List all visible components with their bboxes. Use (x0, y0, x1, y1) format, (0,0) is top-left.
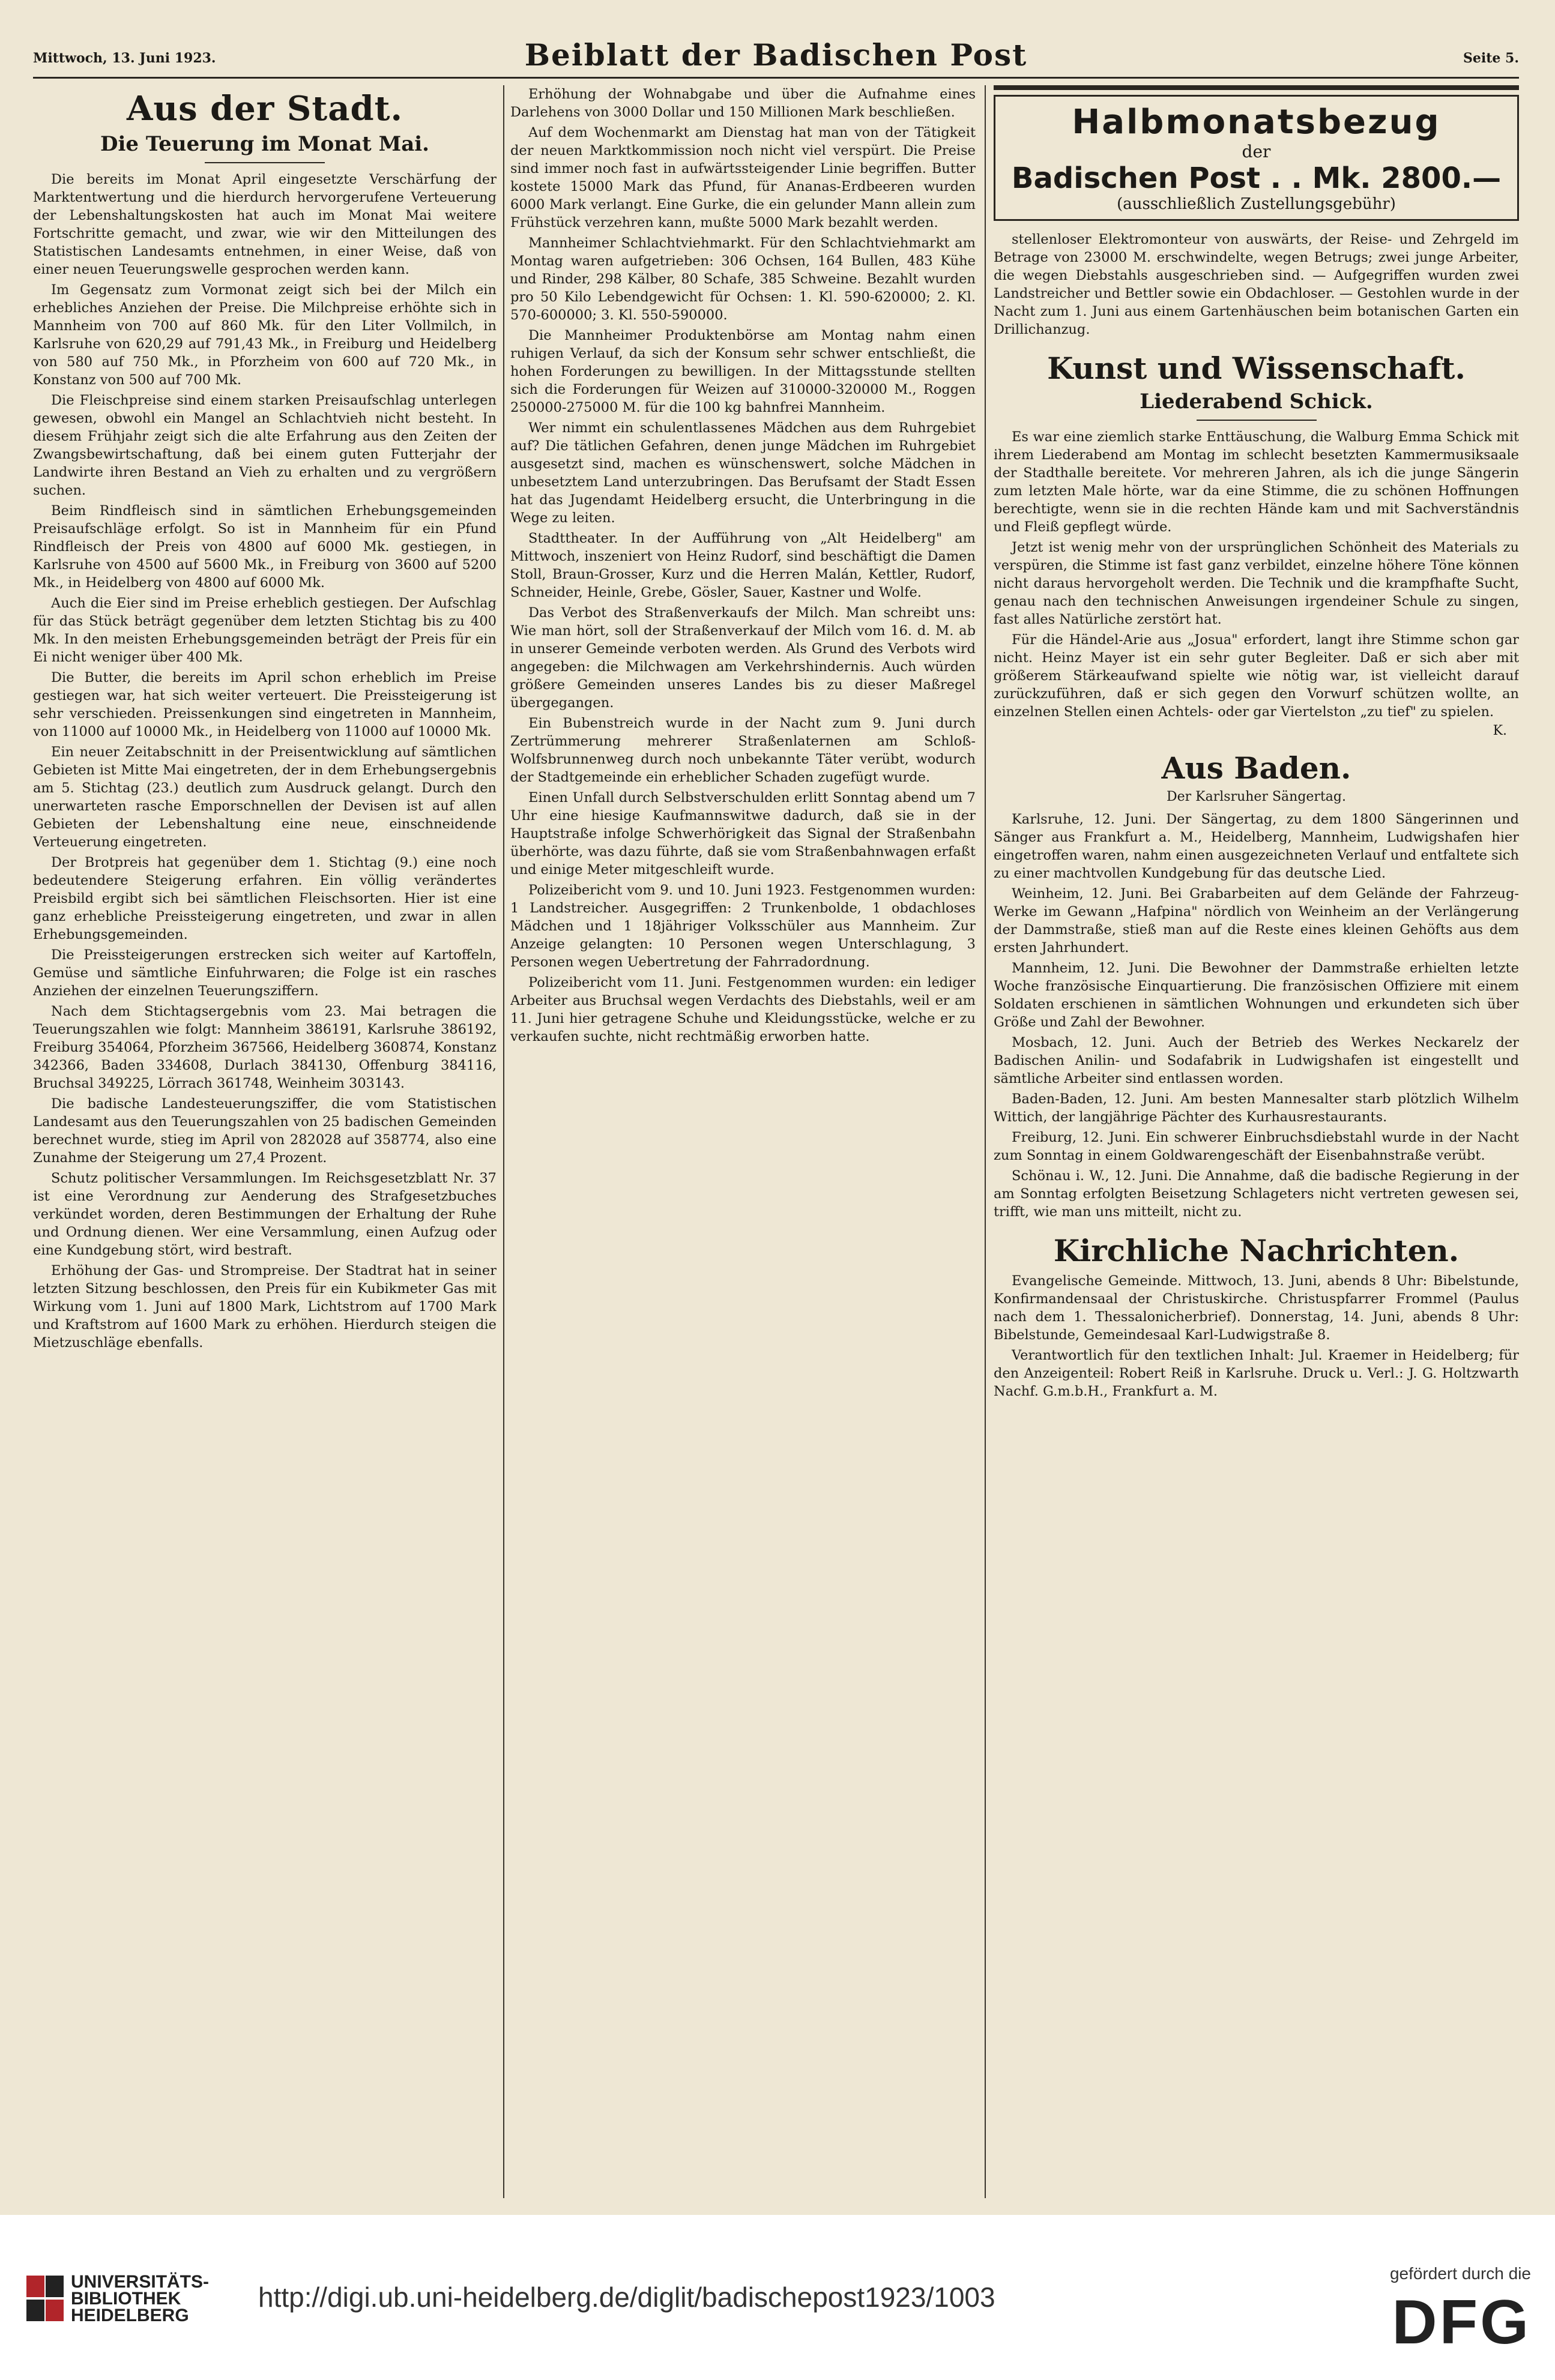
subscription-ad (994, 95, 1519, 221)
ad-rule (994, 85, 1519, 90)
article-paragraph: Die Preissteigerungen erstrecken sich weiter auf Kartoffeln, Gemüse und sämtliche Einfuhrwaren; die Folge ist ein rasches Anziehen der einzelnen Teuerungsziffern. (33, 947, 497, 999)
article-paragraph: Mannheim, 12. Juni. Die Bewohner der Dammstraße erhielten letzte Woche französische Einquartierung. Die französischen Offiziere mit einem Soldaten erschienen in sämtlichen Wohnungen und erkundeten sich über Größe und Zahl der Bewohner. (994, 960, 1519, 1030)
article-paragraph: Stadttheater. In der Aufführung von „Alt Heidelberg" am Mittwoch, inszeniert von Heinz Rudorf, sind beschäftigt die Damen Stoll, Braun-Grosser, Kurz und die Herren Malán, Kettler, Rudorf, Schneider, Heinle, Grebe, Gösler, Sauer, Kastner und Wolfe. (510, 531, 976, 600)
article-paragraph: Polizeibericht vom 11. Juni. Festgenommen wurden: ein lediger Arbeiter aus Bruchsal wegen Verdachts des Diebstahls, weil er am 11. Juni hier getragene Schuhe und Kleidungsstücke, welche er zu verkaufen suchte, nicht rechtmäßig erworben hatte. (510, 975, 976, 1044)
article-paragraph: Nach dem Stichtagsergebnis vom 23. Mai betragen die Teuerungszahlen wie folgt: Mannheim 386191, Karlsruhe 386192, Freiburg 354064, Pforzheim 367566, Heidelberg 360874, Konstanz 342366, Baden 334608, Durlach 384130, Offenburg 384116, Bruchsal 349225, Lörrach 361748, Weinheim 303143. (33, 1004, 497, 1091)
library-name: UNIVERSITÄTS- BIBLIOTHEK HEIDELBERG (71, 2272, 210, 2325)
article-paragraph: Ein Bubenstreich wurde in der Nacht zum 9. Juni durch Zertrümmerung mehrerer Straßenlaternen am Schloß-Wolfsbrunnenweg durch noch unbekannte Täter verübt, wodurch der Stadtgemeinde ein erheblicher Schaden zugefügt wurde. (510, 716, 976, 785)
column-3 (994, 85, 1519, 2198)
article-paragraph: Baden-Baden, 12. Juni. Am besten Mannesalter starb plötzlich Wilhelm Wittich, der langjährige Pächter des Kurhausrestaurants. (994, 1091, 1519, 1125)
article-paragraph: Beim Rindfleisch sind in sämtlichen Erhebungsgemeinden Preisaufschläge erfolgt. So ist in Mannheim für ein Pfund Rindfleisch der Preis von 4800 auf 6000 Mk. gestiegen, in Karlsruhe von 4500 auf 5600 Mk., in Freiburg von 3600 auf 5200 Mk., in Heidelberg von 4800 auf 6000 Mk. (33, 503, 497, 591)
article-paragraph: Die Fleischpreise sind einem starken Preisaufschlag unterlegen gewesen, obwohl ein Mangel an Schlachtvieh nicht besteht. In diesem Frühjahr zeigt sich die alte Erfahrung aus den Zeiten der Zwangsbewirtschaftung, daß bei einem guten Futterjahr der Landwirte ihren Bestand an Vieh zu erhalten und zu vergrößern suchen. (33, 393, 497, 498)
article-paragraph: Auch die Eier sind im Preise erheblich gestiegen. Der Aufschlag für das Stück beträgt gegenüber dem letzten Stichtag bis zu 400 Mk. In den meisten Erhebungsgemeinden beträgt der Preis für ein Ei nicht weniger über 400 Mk. (33, 595, 497, 665)
article-title: Liederabend Schick. (1140, 390, 1373, 414)
article-paragraph: Die Butter, die bereits im April schon erheblich im Preise gestiegen war, hat sich weiter verteuert. Die Preissteigerung ist sehr verschieden. Preissenkungen sind eingetreten in Mannheim, von 11000 auf 10000 Mk., in Heidelberg von 11000 auf 10000 Mk. (33, 670, 497, 740)
article-paragraph: Im Gegensatz zum Vormonat zeigt sich bei der Milch ein erhebliches Anziehen der Preise. Die Milchpreise erhöhte sich in Mannheim von 700 auf 860 Mk. für den Liter Vollmilch, in Karlsruhe von 620,29 auf 791,43 Mk., in Freiburg und Heidelberg von 580 auf 750 Mk., in Pforzheim von 600 auf 720 Mk., in Konstanz von 500 auf 700 Mk. (33, 282, 497, 388)
university-library-logo-icon (24, 2272, 66, 2325)
column-divider (985, 85, 986, 2198)
article-paragraph: Freiburg, 12. Juni. Ein schwerer Einbruchsdiebstahl wurde in der Nacht zum Sonntag in einem Goldwarengeschäft der Eisenbahnstraße verübt. (994, 1130, 1519, 1163)
digitization-footer (0, 2215, 1555, 2380)
column-divider (503, 85, 504, 2198)
article-title: Die Teuerung im Monat Mai. (100, 132, 429, 156)
header-rule (33, 77, 1519, 79)
column-2 (510, 85, 976, 2198)
section-title: Kunst und Wissenschaft. (1047, 351, 1466, 386)
issue-date: Mittwoch, 13. Juni 1923. (33, 50, 216, 66)
section-title: Aus der Stadt. (126, 89, 403, 128)
page-header (33, 37, 1519, 73)
article-paragraph: Evangelische Gemeinde. Mittwoch, 13. Juni, abends 8 Uhr: Bibelstunde, Konfirmandensaal der Christuskirche. Christuspfarrer Frommel (Paulus nach dem 1. Thessalonicherbrief). Donnerstag, 14. Juni, abends 8 Uhr: Bibelstunde, Gemeindesaal Karl-Ludwigstraße 8. (994, 1273, 1519, 1343)
article-paragraph: Schönau i. W., 12. Juni. Die Annahme, daß die badische Regierung in der am Sonntag erfolgten Beisetzung Schlageters nicht vertreten gewesen sei, trifft, wie man uns mitteilt, nicht zu. (994, 1168, 1519, 1220)
article-paragraph: Der Brotpreis hat gegenüber dem 1. Stichtag (9.) eine noch bedeutendere Steigerung erfahren. Ein völlig verändertes Preisbild ergibt sich bei sämtlichen Fleischsorten. Hier ist eine ganz erhebliche Preissteigerung eingetreten, und zwar in allen Erhebungsgemeinden. (33, 855, 497, 942)
title-rule (205, 162, 325, 163)
article-paragraph: Ein neuer Zeitabschnitt in der Preisentwicklung auf sämtlichen Gebieten ist Mitte Mai eingetreten, der in dem Erhebungsergebnis am 5. Stichtag (23.) deutlich zum Ausdruck gelangt. Durch den unerwarteten rasche Emporschnellen der Devisen ist auf allen Gebieten der Lebenshaltung eine neue, einschneidende Verteuerung eingetreten. (33, 744, 497, 850)
section-title: Kirchliche Nachrichten. (1053, 1233, 1460, 1268)
article-paragraph: Mosbach, 12. Juni. Auch der Betrieb des Werkes Neckarelz der Badischen Anilin- und Sodafabrik in Ludwigshafen ist eingestellt und sämtliche Arbeiter sind entlassen worden. (994, 1035, 1519, 1086)
article-paragraph: Auf dem Wochenmarkt am Dienstag hat man von der Tätigkeit der neuen Marktkommission noch nicht viel verspürt. Die Preise sind immer noch fast in aufwärtssteigender Linie begriffen. Butter kostete 15000 Mark das Pfund, für Ananas-Erdbeeren wurden 6000 Mark verlangt. Eine Gurke, die ein gelunder Mann allein zum Frühstück verzehren kann, mußte 5000 Mark bezahlt werden. (510, 125, 976, 230)
ad-price: Badischen Post . . Mk. 2800.— (1011, 161, 1502, 195)
article-paragraph: stellenloser Elektromonteur von auswärts, der Reise- und Zehrgeld im Betrage von 23000 M. erschwindelte, wegen Betrugs; zwei junge Arbeiter, die wegen Diebstahls ausgeschrieben sind. — Aufgegriffen wurden zwei Landstreicher und Bettler sowie ein Obdachloser. — Gestohlen wurde in der Nacht zum 1. Juni aus einem Gartenhäuschen beim botanischen Garten ein Drillichanzug. (994, 232, 1519, 337)
article-paragraph: Erhöhung der Gas- und Strompreise. Der Stadtrat hat in seiner letzten Sitzung beschlossen, den Preis für ein Kubikmeter Gas mit Wirkung vom 1. Juni auf 1800 Mark, Lichtstrom auf 1700 Mark und Kraftstrom auf 1600 Mark zu erhöhen. Hierdurch steigen die Mietzuschläge ebenfalls. (33, 1263, 497, 1351)
article-paragraph: Das Verbot des Straßenverkaufs der Milch. Man schreibt uns: Wie man hört, soll der Straßenverkauf der Milch vom 16. d. M. ab in unserer Gemeinde verboten werden. Als Grund des Verbots wird angegeben: die Milchwagen am Verkehrshindernis. Auch würden größere Gemeinden unseres Landes bis zu dieser Maßregel übergegangen. (510, 605, 976, 711)
section-title: Aus Baden. (1161, 750, 1351, 786)
article-paragraph: Schutz politischer Versammlungen. Im Reichsgesetzblatt Nr. 37 ist eine Verordnung zur Aenderung des Strafgesetzbuches verkündet worden, deren Bestimmungen der Erhaltung der Ruhe und Ordnung dienen. Wer eine Versammlung, einen Aufzug oder eine Kundgebung stört, wird bestraft. (33, 1170, 497, 1258)
source-url-link[interactable]: http://digi.ub.uni-heidelberg.de/diglit/badischepost1923/1003 (258, 2282, 995, 2313)
funded-by-label: gefördert durch die (1389, 2264, 1531, 2283)
article-paragraph: Die badische Landesteuerungsziffer, die vom Statistischen Landesamt aus den Teuerungszahlen von 25 badischen Gemeinden berechnet wurde, stieg im April von 282028 auf 358774, also eine Zunahme der Steigerung um 27,4 Prozent. (33, 1096, 497, 1166)
page-number: Seite 5. (1463, 50, 1519, 66)
article-paragraph: Es war eine ziemlich starke Enttäuschung, die Walburg Emma Schick mit ihrem Liederabend am Montag im schlecht besetzten Kammermusiksaale der Stadthalle bereitete. Vor mehreren Jahren, als ich die junge Sängerin zum letzten Male hörte, war da eine Stimme, die zu schönen Hoffnungen berechtigte, wenn sie in die rechten Hände kam und mit Sachverständnis und Fleiß gepflegt würde. (994, 429, 1519, 535)
title-rule (1197, 420, 1317, 421)
dfg-logo: DFG (1392, 2288, 1531, 2357)
article-paragraph: Für die Händel-Arie aus „Josua" erfordert, langt ihre Stimme schon gar nicht. Heinz Mayer ist ein sehr guter Begleiter. Daß er sich aber mit größerem Stärkeaufwand spielte wie nötig war, ist vielleicht darauf zurückzuführen, daß er sich gegen den Vorwurf schützen wollte, an einzelnen Stellen einen Achtels- oder gar Viertelston „zu tief" zu spielen. (994, 632, 1519, 720)
article-paragraph: Erhöhung der Wohnabgabe und über die Aufnahme eines Darlehens von 3000 Dollar und 150 Millionen Mark beschließen. (510, 86, 976, 120)
ad-der: der (1242, 142, 1271, 161)
author-signature: K. (1493, 723, 1507, 738)
article-paragraph: Mannheimer Schlachtviehmarkt. Für den Schlachtviehmarkt am Montag waren aufgetrieben: 306 Ochsen, 164 Bullen, 483 Kühe und Rinder, 298 Kälber, 80 Schafe, 385 Schweine. Bezahlt wurden pro 50 Kilo Lebendgewicht für Ochsen: 1. Kl. 590-620000; 2. Kl. 570-600000; 3. Kl. 550-590000. (510, 235, 976, 323)
section-subtitle: Der Karlsruher Sängertag. (1167, 789, 1346, 804)
masthead: Beiblatt der Badischen Post (524, 37, 1028, 73)
article-paragraph: Die Mannheimer Produktenbörse am Montag nahm einen ruhigen Verlauf, da sich der Konsum sehr schwer entschließt, die hohen Forderungen zu bewilligen. In der Mittagsstunde stellten sich die Forderungen für Weizen auf 310000-320000 M., Roggen 250000-275000 M. für die 100 kg bahnfrei Mannheim. (510, 328, 976, 415)
ad-note: (ausschließlich Zustellungsgebühr) (1117, 195, 1396, 213)
imprint: Verantwortlich für den textlichen Inhalt: Jul. Kraemer in Heidelberg; für den Anzeigenteil: Robert Reiß in Karlsruhe. Druck u. Verl.: J. G. Holtzwarth Nachf. G.m.b.H., Frankfurt a. M. (994, 1348, 1519, 1399)
article-paragraph: Weinheim, 12. Juni. Bei Grabarbeiten auf dem Gelände der Fahrzeug-Werke im Gewann „Hafpina" nördlich von Weinheim an der Verlängerung der Dammstraße, stieß man auf die Reste eines kleinen Gehöfts aus dem ersten Jahrhundert. (994, 886, 1519, 956)
article-paragraph: Polizeibericht vom 9. und 10. Juni 1923. Festgenommen wurden: 1 Landstreicher. Ausgegriffen: 2 Trunkenbolde, 1 obdachloses Mädchen und 1 18jähriger Volksschüler aus Mannheim. Zur Anzeige gelangten: 10 Personen wegen Unterschlagung, 3 Personen wegen Uebertretung der Fahrradordnung. (510, 882, 976, 970)
article-paragraph: Einen Unfall durch Selbstverschulden erlitt Sonntag abend um 7 Uhr eine hiesige Kaufmannswitwe dadurch, daß sie in der Hauptstraße infolge Schwerhörigkeit das Signal der Straßenbahn überhörte, was dazu führte, daß sie vom Straßenbahnwagen erfaßt und einige Meter mitgeschleift wurde. (510, 790, 976, 878)
column-1 (33, 85, 497, 2198)
article-paragraph: Karlsruhe, 12. Juni. Der Sängertag, zu dem 1800 Sängerinnen und Sänger aus Frankfurt a. M., Heidelberg, Mannheim, Ludwigshafen hier eingetroffen waren, nahm einen ausgezeichneten Verlauf und entfaltete sich zu einer machtvollen Kundgebung für das deutsche Lied. (994, 812, 1519, 881)
article-paragraph: Wer nimmt ein schulentlassenes Mädchen aus dem Ruhrgebiet auf? Die tätlichen Gefahren, denen junge Mädchen im Ruhrgebiet ausgesetzt sind, machen es wünschenswert, solche Mädchen in unbesetztem Land unterzubringen. Das Berufsamt der Stadt Essen hat das Jugendamt Heidelberg ersucht, die Unterbringung in die Wege zu leiten. (510, 420, 976, 526)
ad-title: Halbmonatsbezug (1072, 103, 1441, 142)
article-paragraph: Die bereits im Monat April eingesetzte Verschärfung der Marktentwertung und die hierdurch hervorgerufene Verteuerung der Lebenshaltungskosten hat auch im Monat Mai weitere Fortschritte gemacht, und zwar, wie wir den Mitteilungen des Statistischen Landesamts entnehmen, in einer Weise, daß von einer neuen Teuerungswelle gesprochen werden kann. (33, 172, 497, 277)
article-paragraph: Jetzt ist wenig mehr von der ursprünglichen Schönheit des Materials zu verspüren, die Stimme ist fast ganz verbildet, einzelne höhere Töne können nicht daraus hervorgeholt werden. Die Technik und die krampfhafte Sucht, genau nach den technischen Anweisungen irgendeiner Schule zu singen, fast alles Natürliche zerstört hat. (994, 540, 1519, 627)
